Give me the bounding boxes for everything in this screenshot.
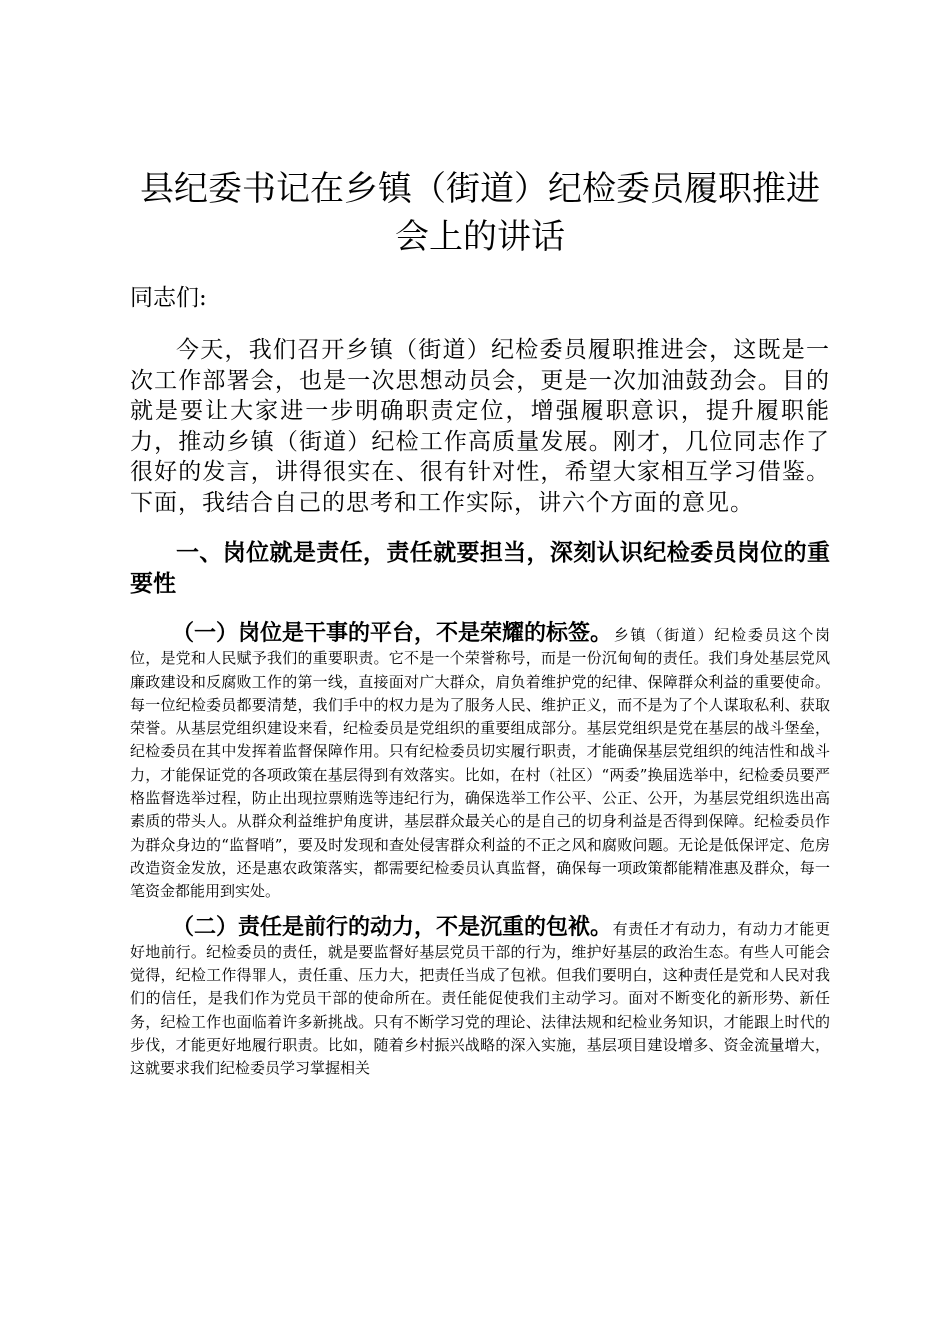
section-heading-1: 一、岗位就是责任，责任就要担当，深刻认识纪检委员岗位的重要性 <box>130 540 830 597</box>
body-text-2: 有责任才有动力，有动力才能更好地前行。纪检委员的责任，就是要监督好基层党员干部的行为，维护好基层的政治生态。有些人可能会觉得，纪检工作得罪人，责任重、压力大，把责任当成了包袱。但我们要明白，这种责任是党和人民对我们的信任，是我们作为党员干部的使命所在。责任能促使我们主动学习。面对不断变化的新形势、新任务，纪检工作也面临着许多新挑战。只有不断学习党的理论、法律法规和纪检业务知识，才能跟上时代的步伐，才能更好地履行职责。比如，随着乡村振兴战略的深入实施，基层项目建设增多、资金流量增大，这就要求我们纪检委员学习掌握相关 <box>130 919 830 1078</box>
subheading-2: （二）责任是前行的动力，不是沉重的包袱。 <box>172 914 613 940</box>
subheading-1: （一）岗位是干事的平台，不是荣耀的标签。 <box>172 621 613 646</box>
intro-paragraph: 今天，我们召开乡镇（街道）纪检委员履职推进会，这既是一次工作部署会，也是一次思想动员会，更是一次加油鼓劲会。目的就是要让大家进一步明确职责定位，增强履职意识，提升履职能力，推动乡镇（街道）纪检工作高质量发展。刚才，几位同志作了很好的发言，讲得很实在、很有针对性，希望大家相互学习借鉴。下面，我结合自己的思考和工作实际，讲六个方面的意见。 <box>130 337 830 516</box>
body-paragraph-2 <box>130 916 830 1081</box>
document-title: 县纪委书记在乡镇（街道）纪检委员履职推进会上的讲话 <box>140 169 820 257</box>
body-paragraph-1 <box>130 622 830 904</box>
body-text-1: 乡镇（街道）纪检委员这个岗位，是党和人民赋予我们的重要职责。它不是一个荣誉称号，而是一份沉甸甸的责任。我们身处基层党风廉政建设和反腐败工作的第一线，直接面对广大群众，肩负着维护党的纪律、保障群众利益的重要使命。每一位纪检委员都要清楚，我们手中的权力是为了服务人民、维护正义，而不是为了个人谋取私利、获取荣誉。从基层党组织建设来看，纪检委员是党组织的重要组成部分。基层党组织是党在基层的战斗堡垒，纪检委员在其中发挥着监督保障作用。只有纪检委员切实履行职责，才能确保基层党组织的纯洁性和战斗力，才能保证党的各项政策在基层得到有效落实。比如，在村（社区）“两委”换届选举中，纪检委员要严格监督选举过程，防止出现拉票贿选等违纪行为，确保选举工作公平、公正、公开，为基层党组织选出高素质的带头人。从群众利益维护角度讲，基层群众最关心的是自己的切身利益是否得到保障。纪检委员作为群众身边的“监督哨”，要及时发现和查处侵害群众利益的不正之风和腐败问题。无论是低保评定、危房改造资金发放，还是惠农政策落实，都需要纪检委员认真监督，确保每一项政策都能精准惠及群众，每一笔资金都能用到实处。 <box>130 626 830 901</box>
salutation: 同志们: <box>130 285 207 311</box>
